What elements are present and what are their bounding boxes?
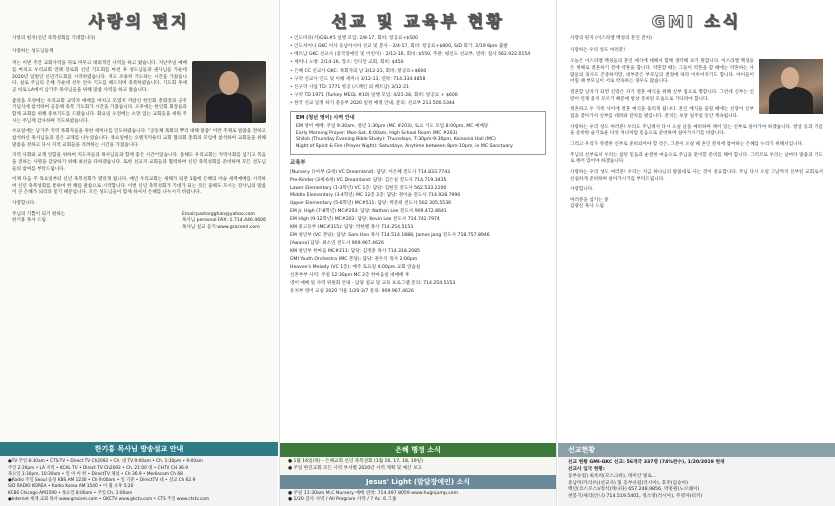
mission-footer [280, 443, 556, 506]
closing-line: 주님의 기쁨이 되기 원하는 [12, 211, 66, 217]
letter-greeting: 사랑하는 성도님들께 [12, 48, 54, 54]
edu-item: Lower Elementary (1-3학년) VC 1층: 담당: 김현진 전도사 562.533.2200 [290, 185, 447, 191]
broadcast-item: ●Radio 주일 Seoul 음성 KBS AM 1230 • Ch 9:00am • 일 기준 • DirectTV 대 • 설교 Ch 62.9 [8, 478, 196, 484]
gmi-closing: 사랑합니다. [570, 187, 594, 193]
gmi-greeting: 사랑하는 우리 성도 여러분! [570, 47, 626, 53]
education-heading: 교육부 [290, 159, 306, 166]
sermon-website-link[interactable]: 목사님 설교 듣기:www.graceml.com [181, 225, 260, 231]
admin-news [280, 457, 556, 474]
edu-item: Middle Elementary (3-4학년) MC 12층 2층: 담당: 정이슬 전도사 714.928.7990 [290, 193, 461, 199]
edu-item: GMI Youth Orchestra (MC 본당): 담당: 권두식 목사 2:00pm [290, 257, 418, 263]
broadcast-band: 한기홍 목사님 방송설교 안내 [0, 442, 278, 456]
mission-status-body [558, 457, 835, 506]
em-item: Night of Spirit & Fire (Prayer Night): Saturdays, Anytime between 8pm-10pm, in MC Sanctuary [296, 144, 513, 150]
gmi-news-column [558, 0, 835, 506]
edu-item: EM 청년부 (VC 본당): 담당: Sam Han 목사 714.514.1888, James Jang 전도사 718.757.8946 [290, 233, 490, 239]
em-ministry-box [290, 111, 546, 155]
broadcast-item[interactable]: ●Internet 세계 교회 목사 www.gracem.com • GKCTV www.gkctv.com • CTS 주일 www.ctstv.com [8, 496, 210, 502]
news-item: • 은혜 CC 선교사 GKC: 목회자의 날 3/12-21, 회비: 항공료+$600 [290, 69, 546, 76]
edu-item: [Nursery 유아부 (2세) VC Dreamland]: 담당: 이은혜 전도사 714.833.7743 [290, 169, 451, 175]
em-item: Early Morning Prayer: Mon-Sat, 6:00am, High School Room (MC #203) [296, 130, 458, 136]
news-item: • 한국 선교 일정 하기 중등부 2020 일정 예정 안내, 문의: 선교부 213.500.5344 [290, 101, 546, 108]
letter-body [0, 36, 278, 232]
jesus-light-news [280, 489, 556, 506]
email-link[interactable]: Email:pastorgghan@yahoo.com [181, 211, 256, 217]
broadcast-item: S/D RADIO KOREA • Radio Korea AM 1540 • 이 월 오후 5:20 [8, 484, 134, 490]
admin-item: ● 주일 한인교회 모든 사역 부서별 2020년 사역 계획 및 예산 보고 [288, 466, 422, 472]
broadcast-item: ●TV 주일 8:30am • CTS-TV • Direct TV Ch2092 • Ch. 대 TV 9:00am • Ch. 1:30pm • 9:00am [8, 459, 203, 465]
broadcast-item: KCBS Chicago AM1590 • 목요일 8:00am • 주일 Ch. 1:00am [8, 490, 133, 496]
news-item: • 구약 TD 1971 (Turkey MEGL #10) 일행 모임: 4/21-28, 회비: 항공료 + $600 [290, 93, 546, 100]
jesus-light-band: Jesus' Light (발달장애인) 소식 [280, 475, 556, 489]
edu-item: Pre-Kinder (3세-6세) VC Dreamland: 담당: 김은실 전도사 714.719.3435 [290, 177, 447, 183]
edu-item: 신혼부부 사역: 주일 12:30pm MC 2층 한마음실 대예배 후 [290, 273, 410, 278]
letter-paragraph: 이제 다음 주 목요일부터 신년 축복성회가 열리게 됩니다. 매년 우리교회는 새해가 되면 1월에 은혜의 이슬 새벽예배를 시작하여 신년 축복성회를 통하여 한 해를 말씀으로 시작합니다. 이번 신년 축복성회가 기대가 되는 것은 올해도 모시는 강사님의 말씀이 큰 은혜가 되리라 믿기 때문입니다. 모든 성도님들이 함께 하셔서 은혜를 나누시기 바랍니다. [12, 177, 266, 196]
gmi-title: GMI 소식 [651, 12, 742, 31]
gmi-paragraph: 정혼하고 두 가족 사이에 결혼 예식을 올리게 됩니다. 혼인 예식을 올릴 때에는 신랑이 신부 집을 찾아가서 신부를 데려와 잔치를 벌입니다. 잔치는 보통 일주일 동안 계속됩니다. [570, 107, 754, 119]
mission-stat-item: 중남미/카리브)(선교사) 및 동부유럽(러시아), 호주(김승아) [568, 480, 688, 486]
admin-item: ● 1월 16일(목) - 은혜교회 신년 축복성회 (1월 16, 17, 18, 19일) [288, 459, 423, 465]
pastor-letter-column [0, 0, 278, 506]
gmi-paragraph: 결혼할 날자가 되면 신랑은 자기 결혼 예식을 위해 신부 집으로 향합니다. 그런데 신부는 신랑이 언제 올지 모르기 때문에 항상 준비된 모습으로 기다려야 합니다. [570, 89, 754, 102]
pastor-photo [192, 61, 266, 123]
mission-news-list [280, 36, 556, 108]
em-heading: EM (청년 영어) 사역 안내 [296, 114, 355, 121]
jesus-light-item: ● 1/20 감사 사역 / All Program 사역 / 7 Ac. 6 그룹 [288, 497, 397, 503]
letter-closing: 사랑합니다. [12, 201, 36, 207]
closing-signature: 한기홍 목사 드림 [12, 218, 46, 224]
mission-status-band: 선교현황 [558, 443, 835, 457]
gmi-paragraph: 사랑하는 우리 성도 여러분! 우리도 주님께서 다시 오실 날을 예비하며 깨어 있는 신부로 살아가야 하겠습니다. 항상 등과 기름을 준비한 슬기로운 다섯 처녀처럼 믿음으로 준비하며 살아가시기를 바랍니다. [570, 124, 823, 137]
grace-admin-band: 은혜 행정 소식 [280, 443, 556, 457]
mission-stat-item: 천봉기/새리(인니) 714.519.5401, 정소영(러시아), 주영자(터키) [568, 494, 703, 500]
letter-paragraph: 좋았을 모양에는 우리교회 교역자 예배를 마치고 모였지 까닭인 한인회 총회장과 공주 기념식에 참석하여 공동체 축복 기도회가 시간을 가졌습니다. 오후에는 한인회 회장들과 함께 교회를 위해 중보기도를 드렸습니다. 화요일 오전에는 소망 있는 교회들을 세워 주시는 주님께 감사하며 기도하였습니다. [12, 98, 187, 124]
gmi-pastor-photo [759, 59, 823, 114]
news-item: • 인도차이나 GKC 이사 동남아시아 선교 및 봉사 - 2/4-17, 회비: 항공료+$800, S/D 회기: 2/19 8pm 출발 [290, 44, 546, 51]
mission-status-section [558, 443, 835, 506]
edu-item: 유치부 영어 교실 2020 겨울 1/20-3/7 문의: 909.967.4626 [290, 288, 414, 294]
gmi-subtitle: 사랑의 편지 (이스라엘 백성의 혼인 잔치) [570, 36, 652, 41]
edu-item: EM High (9-12학년) MC#203: 담당: Kevin Lee 전도사 714.742.7974 [290, 217, 440, 223]
news-item: • 세미나 노방: 2/14-16, 장소: 인디언 교회, 회비: $450 [290, 60, 546, 67]
gmi-paragraph: 오늘은 이스라엘 백성들의 혼인 예식에 대해서 함께 생각해 보기 원합니다. 이스라엘 백성들은 첫째로 결혼하기 전에 약혼을 합니다. 약혼할 때는 그들이 약혼을 할 때에는 약혼하는 사람들의 의사도 존중하지만, 대부분은 부모님의 결정에 따라 이루어지기도 합니다. 아이들이 어릴 때 부모님이 서로 약속하는 경우도 많습니다. [570, 59, 754, 85]
news-item: • 베트남 GKC 선교사 (중국장애인 및 어린이) - 2/12-16, 회비: $550, 주관: 평신도 선교부, 연락: 집사 562.922.0154 [290, 52, 546, 59]
gmi-signature: 김광신 목사 드림 [570, 204, 604, 210]
edu-item: [Awana] 담당: 최소연 전도사 909.967.4626 [290, 241, 384, 247]
edu-item: EM Jr. High (7-8학년) MC#203: 담당: Nathan Lee 전도사 909.472.8641 [290, 209, 447, 215]
gmi-paragraph: 주님의 신부로서 우리는 참된 믿음과 순결한 마음으로 주님을 맞이할 준비를 해야 합니다. 그러므로 우리는 날마다 말씀과 기도로 깨어 있어야 하겠습니다. [570, 152, 823, 165]
news-item: • 인도미타(서)GSL#5 일행 모임: 2/8-17, 회비: 항공료+$500 [290, 36, 546, 43]
gmi-paragraph: 그리고 우리가 정결한 신부로 준비되어야 할 것은, 그분이 오실 때 혼인 잔치에 참여하는 은혜를 누리기 위해서입니다. [570, 141, 804, 147]
mission-stat-heading: 선교 현황 GMI-GKC 선교: 56개국 337명 (74%완수), 1/20/2019 현재 [568, 460, 725, 466]
edu-item: KM 중고등부 (MC#315): 담당: 박한별 목사 714.254.5153 [290, 225, 414, 231]
broadcast-list [0, 456, 278, 506]
edu-item: KM 청년부 한마음 MC#211: 담당: 김정훈 목사 714.318.2085 [290, 249, 420, 255]
signature-row [12, 212, 266, 232]
contact-block [182, 212, 266, 232]
letter-paragraph: 저는 이번 주간 교회사역을 뒤로 미루고 대외적인 사역을 하고 왔습니다. 지난주일 예배를 마치고 우리교회 연례 장로회 신년 기도회를 마친 후 성도님들과 권사님들 가운데 2020년 임원인 신년기도회를 시작하였습니다. 저도 조용히 기도하는 시간을 가졌습니다. 실로 주님의 은혜 가운데 선두 안수 기도를 해드리며 축복하였습니다. 기도회 후에 곧 바로 LA에서 남가주 목사님들을 위해 말씀 사역을 하고 왔습니다. [12, 61, 187, 93]
edu-item: Upper Elementary (5-6학년) MC#511: 담당: 박준희 전도사 562.305.5536 [290, 201, 452, 207]
mission-stat-item: 백년(코스모스)/정석(캐나다) 657.248.9856, 박흥원(노르웨이) [568, 487, 700, 493]
em-item: Shiloh (Thursday Evening Bible Study): Thursdays, 7:30pm-9:30pm, Koinonia Hall (MC) [296, 137, 496, 143]
fax-number: 목사님 personal FAX: 1.714.446.4606 [181, 218, 266, 224]
mission-education-column [279, 0, 557, 506]
mission-stat-item: 동부유럽) 최옥희(모스크바), 데미안 빌로... [568, 473, 657, 479]
letter-paragraph: 수요일에는 남가주 지역 목회자들을 위한 세미나를 인도하였습니다. "공동체 목회의 뿌리 대해 말씀" 이란 주제로 말씀을 전하고 참석하신 목사님들과 깊은 교제를 나누었습니다. 목요일에는 오렌지카운티 교회 협의회 총회의 모임에 참석하여 교회들을 위해 말씀을 전하고 다시 지역 교회들을 격려하는 시간을 가졌습니다. [12, 129, 266, 148]
news-item: • 구약 선교사 인도 및 이해 세미나 3/12-13, 연락: 714.334.4858 [290, 77, 546, 84]
edu-item: 영어 예배 및 사역 위원회 안내 - 담당 설교 및 교육 프로그램 문의: 714.254.5153 [290, 280, 456, 286]
gmi-letter-body [558, 36, 835, 211]
mission-title: 선교 및 교육부 현황 [331, 12, 505, 31]
letter-title: 사랑의 편지 [88, 12, 190, 31]
mission-stat-sub: 선교사 입국 현황: [568, 466, 605, 472]
signature-block [12, 212, 65, 232]
edu-item: Heaven's Melody (VC 1층): 매주 토요일 4:00pm 교회 연습실 [290, 265, 421, 271]
em-item: EM 영어 예배: 주일 9:30am, 청년 1:30pm (MC #203), 토요 기도 모임 8:00pm, MC 예배당 [296, 124, 489, 130]
broadcast-item: 목요일 1:30pm, 10:30am • 일 이 이 한 • DirectTV 채널 • Ch 36.9 • Mediacom Ch 68 [8, 471, 183, 477]
letter-subtitle: 사랑의 편지(신년 축복성회를 기대합니다) [12, 36, 96, 41]
education-list [280, 170, 556, 296]
gmi-paragraph: 사랑하는 우리 성도 여러분! 우리는 지금 하나님의 말씀대로 사는 것이 중요합니다. 주님 다시 오실 그날까지 신부된 교회로서 신실하게 준비하며 살아가시기를 부탁드립니다. [570, 169, 823, 182]
letter-paragraph: 지역 사회와 교계 연합을 위하여 지도자들과 목사님들과 함께 좋은 시간이었습니다. 올해도 우리교회는 지역사회를 섬기고 복음을 전하는 사명을 감당하기 위해 최선을 다하겠습니다. 또한 선교지 교회들과 협력하여 신년 축복성회를 준비하며 모든 성도님들의 참여를 부탁드립니다. [12, 153, 266, 172]
broadcast-section [0, 442, 278, 506]
gmi-closing-line: 여러분을 섬기는 종 [570, 197, 609, 203]
jesus-light-item[interactable]: ● 주일 11:30am M.C Nursery 예배 연락: 714.497.8059 www.hugnjump.com [288, 490, 459, 496]
broadcast-item: 주일 2:30pm • LA 지역 • KCAL TV • Direct TV Ch2092 • Ch. 21:00 대 • CHTV CH 36.9 [8, 465, 189, 471]
news-item: • 신구약 사업 TD: 1771 항공 (스페인 외 베트남) 3/12-21 [290, 85, 546, 92]
